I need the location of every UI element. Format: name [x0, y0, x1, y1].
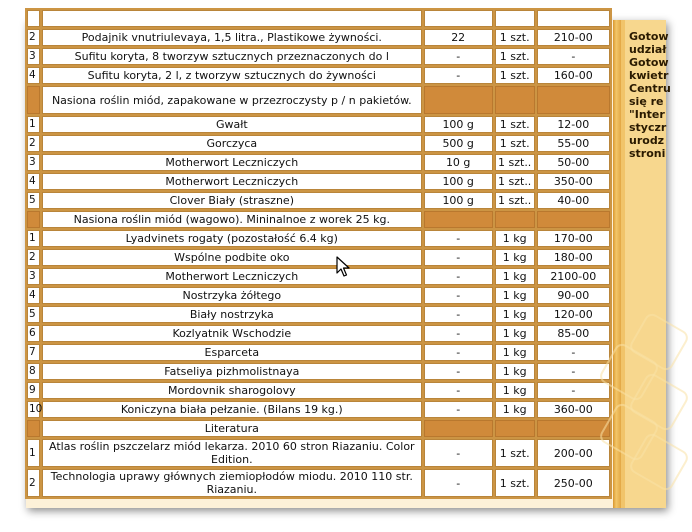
product-quantity: 500 g	[424, 135, 493, 152]
table-row	[27, 287, 610, 304]
product-quantity: 22	[424, 29, 493, 46]
product-unit: 1 kg	[495, 230, 535, 247]
product-quantity: 10 g	[424, 154, 493, 171]
table-row	[27, 67, 610, 84]
table-row	[27, 48, 610, 65]
product-price: 250-00	[537, 469, 610, 497]
product-quantity: -	[424, 48, 493, 65]
product-price: 350-00	[537, 173, 610, 190]
sidebar-news-line: Gotow	[629, 56, 669, 69]
product-unit: 1 kg	[495, 401, 535, 418]
product-quantity: -	[424, 268, 493, 285]
product-price: 85-00	[537, 325, 610, 342]
product-name: Mordovnik sharogolovy	[42, 382, 422, 399]
product-name: Lyadvinets rogaty (pozostałość 6.4 kg)	[42, 230, 422, 247]
section-header-row	[27, 211, 610, 228]
product-unit: 1 szt.	[495, 469, 535, 497]
sidebar-news-line: Gotow	[629, 30, 669, 43]
product-name: Podajnik vnutriulevaya, 1,5 litra., Plastikowe żywności.	[42, 29, 422, 46]
product-unit: 1 kg	[495, 306, 535, 323]
section-spacer	[537, 86, 610, 114]
table-row	[27, 135, 610, 152]
row-number: 10	[27, 401, 40, 418]
product-quantity: -	[424, 363, 493, 380]
row-number: 3	[27, 268, 40, 285]
product-unit: 1 kg	[495, 287, 535, 304]
product-quantity: -	[424, 469, 493, 497]
product-quantity: -	[424, 230, 493, 247]
row-number: 4	[27, 67, 40, 84]
product-name: Atlas roślin pszczelarz miód lekarza. 2010 60 stron Riazaniu. Color Edition.	[42, 439, 422, 467]
table-row	[27, 363, 610, 380]
row-number: 5	[27, 192, 40, 209]
section-spacer	[495, 211, 535, 228]
product-price: -	[537, 48, 610, 65]
product-name: Motherwort Leczniczych	[42, 154, 422, 171]
section-spacer	[424, 211, 493, 228]
row-number: 2	[27, 469, 40, 497]
table-row-partial	[27, 10, 610, 27]
sidebar-news-line: kwietr	[629, 69, 669, 82]
price-table	[25, 8, 612, 499]
product-unit: 1 kg	[495, 325, 535, 342]
product-name: Gwałt	[42, 116, 422, 133]
product-price: 90-00	[537, 287, 610, 304]
product-price: -	[537, 363, 610, 380]
row-number: 8	[27, 363, 40, 380]
product-unit: 1 szt.	[495, 116, 535, 133]
row-number: 2	[27, 249, 40, 266]
row-number: 9	[27, 382, 40, 399]
section-spacer	[495, 86, 535, 114]
table-row	[27, 116, 610, 133]
product-name: Biały nostrzyka	[42, 306, 422, 323]
product-quantity: -	[424, 344, 493, 361]
section-spacer	[27, 420, 40, 437]
product-quantity: -	[424, 439, 493, 467]
section-spacer	[27, 211, 40, 228]
section-title: Nasiona roślin miód (wagowo). Mininalnoe z worek 25 kg.	[42, 211, 422, 228]
product-name: Technologia uprawy głównych ziemiopłodów miodu. 2010 110 str. Riazaniu.	[42, 469, 422, 497]
table-row	[27, 29, 610, 46]
product-quantity: -	[424, 325, 493, 342]
product-unit: 1 szt..	[495, 173, 535, 190]
product-price: 2100-00	[537, 268, 610, 285]
table-row	[27, 439, 610, 467]
product-price: 120-00	[537, 306, 610, 323]
sidebar-news-line: styczr	[629, 121, 667, 134]
product-name: Motherwort Leczniczych	[42, 268, 422, 285]
table-row	[27, 344, 610, 361]
product-name: Koniczyna biała pełzanie. (Bilans 19 kg.)	[42, 401, 422, 418]
section-title: Nasiona roślin miód, zapakowane w przezroczysty p / n pakietów.	[42, 86, 422, 114]
product-name: Esparceta	[42, 344, 422, 361]
product-name: Kozlyatnik Wschodzie	[42, 325, 422, 342]
product-unit: 1 szt.	[495, 135, 535, 152]
product-price: 160-00	[537, 67, 610, 84]
product-name: Sufitu koryta, 8 tworzyw sztucznych przeznaczonych do l	[42, 48, 422, 65]
product-price: -	[537, 382, 610, 399]
table-row	[27, 230, 610, 247]
empty-cell	[424, 10, 493, 27]
table-row	[27, 401, 610, 418]
product-name: Nostrzyka żółtego	[42, 287, 422, 304]
product-quantity: -	[424, 382, 493, 399]
product-unit: 1 szt.	[495, 439, 535, 467]
product-price: -	[537, 344, 610, 361]
product-quantity: -	[424, 287, 493, 304]
product-quantity: -	[424, 401, 493, 418]
sidebar-news-line: się re	[629, 95, 664, 108]
section-spacer	[537, 211, 610, 228]
product-unit: 1 szt.	[495, 67, 535, 84]
product-price: 170-00	[537, 230, 610, 247]
sidebar-news-text	[629, 30, 669, 160]
product-price: 360-00	[537, 401, 610, 418]
product-name: Clover Biały (straszne)	[42, 192, 422, 209]
product-name: Motherwort Leczniczych	[42, 173, 422, 190]
product-unit: 1 kg	[495, 344, 535, 361]
row-number: 1	[27, 439, 40, 467]
product-name: Sufitu koryta, 2 l, z tworzyw sztucznych do żywności	[42, 67, 422, 84]
empty-cell	[537, 10, 610, 27]
empty-cell	[495, 10, 535, 27]
product-unit: 1 szt..	[495, 192, 535, 209]
table-row	[27, 469, 610, 497]
product-name: Fatseliya pizhmolistnaya	[42, 363, 422, 380]
table-row	[27, 382, 610, 399]
product-quantity: 100 g	[424, 116, 493, 133]
product-quantity: 100 g	[424, 192, 493, 209]
sidebar-news-line: urodz	[629, 134, 665, 147]
product-unit: 1 kg	[495, 268, 535, 285]
section-spacer	[424, 86, 493, 114]
product-unit: 1 kg	[495, 363, 535, 380]
section-spacer	[495, 420, 535, 437]
row-number: 1	[27, 116, 40, 133]
product-price: 40-00	[537, 192, 610, 209]
row-number: 4	[27, 173, 40, 190]
product-quantity: 100 g	[424, 173, 493, 190]
mouse-cursor-icon	[336, 256, 350, 278]
empty-cell	[42, 10, 422, 27]
product-unit: 1 szt.	[495, 29, 535, 46]
product-name: Wspólne podbite oko	[42, 249, 422, 266]
table-row	[27, 306, 610, 323]
table-row	[27, 325, 610, 342]
sidebar-news-line: "Inter	[629, 108, 665, 121]
table-row	[27, 173, 610, 190]
section-spacer	[27, 86, 40, 114]
row-number: 5	[27, 306, 40, 323]
row-number: 4	[27, 287, 40, 304]
section-header-row	[27, 420, 610, 437]
table-row	[27, 154, 610, 171]
product-price: 200-00	[537, 439, 610, 467]
row-number: 6	[27, 325, 40, 342]
section-header-row	[27, 86, 610, 114]
product-price: 210-00	[537, 29, 610, 46]
row-number: 7	[27, 344, 40, 361]
product-unit: 1 kg	[495, 249, 535, 266]
row-number: 2	[27, 135, 40, 152]
product-unit: 1 szt.	[495, 48, 535, 65]
product-unit: 1 kg	[495, 382, 535, 399]
table-row	[27, 268, 610, 285]
row-number: 3	[27, 154, 40, 171]
table-row	[27, 192, 610, 209]
product-quantity: -	[424, 306, 493, 323]
empty-cell	[27, 10, 40, 27]
product-unit: 1 szt..	[495, 154, 535, 171]
product-price: 12-00	[537, 116, 610, 133]
product-price: 180-00	[537, 249, 610, 266]
table-row	[27, 249, 610, 266]
product-price: 50-00	[537, 154, 610, 171]
product-name: Gorczyca	[42, 135, 422, 152]
sidebar-news-line: Centru	[629, 82, 671, 95]
section-spacer	[424, 420, 493, 437]
row-number: 2	[27, 29, 40, 46]
section-title: Literatura	[42, 420, 422, 437]
sidebar-news-line: stroni	[629, 147, 666, 160]
product-quantity: -	[424, 67, 493, 84]
row-number: 3	[27, 48, 40, 65]
row-number: 1	[27, 230, 40, 247]
sidebar-news-line: udział	[629, 43, 667, 56]
product-quantity: -	[424, 249, 493, 266]
product-price: 55-00	[537, 135, 610, 152]
